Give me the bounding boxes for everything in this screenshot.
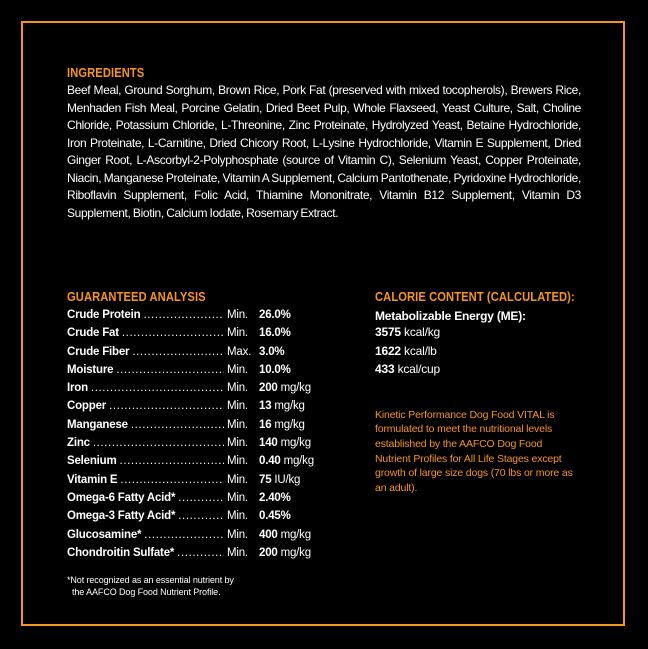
nutrient-unit: mg/kg xyxy=(283,455,314,468)
nutrient-name xyxy=(67,364,227,376)
nutrient-unit: IU/kg xyxy=(274,473,301,486)
nutrient-name xyxy=(67,529,227,541)
analysis-row xyxy=(67,492,337,510)
nutrient-qualifier: Min. xyxy=(227,528,248,541)
nutrient-name xyxy=(67,492,227,504)
nutrient-name xyxy=(67,437,227,449)
nutrient-amount: 140 xyxy=(259,437,278,450)
nutrient-value xyxy=(259,455,314,467)
nutrient-qualifier: Min. xyxy=(227,437,248,450)
nutrient-value xyxy=(259,529,311,541)
nutrient-unit: mg/kg xyxy=(280,546,311,559)
nutrient-label: Moisture xyxy=(67,363,114,376)
nutrient-value xyxy=(259,346,284,358)
nutrient-label: Manganese xyxy=(67,418,128,431)
leader-dots xyxy=(131,419,224,431)
nutrient-label: Zinc xyxy=(67,437,90,450)
nutrient-qualifier: Min. xyxy=(227,473,248,486)
nutrient-qualifier: Min. xyxy=(227,327,248,340)
footnote-line-2: the AAFCO Dog Food Nutrient Profile. xyxy=(72,587,221,598)
nutrient-amount: 2.40% xyxy=(259,491,291,504)
nutrient-amount: 75 xyxy=(259,473,272,486)
analysis-row xyxy=(67,400,337,418)
nutrient-value xyxy=(259,474,300,486)
nutrient-amount: 10.0% xyxy=(259,363,291,376)
analysis-row xyxy=(67,510,337,528)
leader-dots xyxy=(91,382,224,394)
calorie-content-section xyxy=(375,289,605,496)
nutrient-name xyxy=(67,346,227,358)
calorie-unit: kcal/lb xyxy=(404,343,437,358)
analysis-row xyxy=(67,327,337,345)
nutrient-label: Crude Protein xyxy=(67,309,141,321)
nutrient-value xyxy=(259,364,291,376)
nutrient-value xyxy=(259,327,291,339)
ingredients-title: INGREDIENTS xyxy=(67,65,145,80)
analysis-footnote xyxy=(67,574,337,598)
nutrient-unit: mg/kg xyxy=(280,437,311,450)
leader-dots xyxy=(109,400,224,412)
nutrient-label: Iron xyxy=(67,382,88,395)
nutrient-qualifier: Min. xyxy=(227,400,248,413)
calorie-content-title: CALORIE CONTENT (CALCULATED): xyxy=(375,289,575,304)
calorie-line xyxy=(375,360,605,379)
nutrient-value xyxy=(259,510,291,522)
nutrient-qualifier: Max. xyxy=(227,345,252,358)
nutrient-amount: 16.0% xyxy=(259,327,291,340)
nutrient-name xyxy=(67,327,227,339)
leader-dots xyxy=(120,474,224,486)
nutrient-name xyxy=(67,474,227,486)
leader-dots xyxy=(132,346,224,358)
analysis-row xyxy=(67,529,337,547)
nutrient-amount: 16 xyxy=(259,418,272,431)
analysis-row xyxy=(67,474,337,492)
nutrient-amount: 3.0% xyxy=(259,345,285,358)
leader-dots xyxy=(178,492,224,504)
nutrient-qualifier: Min. xyxy=(227,382,248,395)
nutrient-name xyxy=(67,510,227,522)
nutrient-name xyxy=(67,455,227,467)
analysis-table xyxy=(67,309,337,565)
nutrient-amount: 200 xyxy=(259,546,278,559)
guaranteed-analysis-title: GUARANTEED ANALYSIS xyxy=(67,289,206,304)
nutrient-value xyxy=(259,419,305,431)
nutrient-label: Copper xyxy=(67,400,107,413)
nutrient-unit: mg/kg xyxy=(274,400,305,413)
metabolizable-energy-label: Metabolizable Energy (ME): xyxy=(375,309,526,323)
nutrient-name xyxy=(67,547,227,559)
leader-dots xyxy=(93,437,224,449)
calorie-amount: 3575 xyxy=(375,325,401,339)
nutrient-value xyxy=(259,309,291,321)
nutrient-amount: 26.0% xyxy=(259,309,291,321)
nutrient-qualifier: Min. xyxy=(227,309,248,321)
analysis-row xyxy=(67,382,337,400)
nutrient-label: Glucosamine* xyxy=(67,528,142,541)
nutrient-qualifier: Min. xyxy=(227,491,248,504)
calorie-line xyxy=(375,342,605,361)
nutrient-label: Vitamin E xyxy=(67,473,118,486)
calorie-amount: 433 xyxy=(375,362,395,376)
nutrient-amount: 0.45% xyxy=(259,510,291,523)
nutrient-value xyxy=(259,382,311,394)
calorie-line xyxy=(375,323,605,342)
nutrient-value xyxy=(259,400,305,412)
aafco-statement: Kinetic Performance Dog Food VITAL is formulated to meet the nutritional levels established by the AAFCO Dog Food Nutrient Profiles for All Life Stages except growth of large size dogs (70 lbs or more as an adult). xyxy=(375,408,573,495)
footnote-line-1: *Not recognized as an essential nutrient by xyxy=(67,575,234,586)
calorie-unit: kcal/kg xyxy=(404,325,440,339)
nutrient-label: Crude Fiber xyxy=(67,345,130,358)
analysis-row xyxy=(67,455,337,473)
leader-dots xyxy=(143,309,224,321)
nutrient-qualifier: Min. xyxy=(227,363,248,376)
leader-dots xyxy=(122,327,224,339)
nutrient-qualifier: Min. xyxy=(227,418,248,431)
analysis-row xyxy=(67,437,337,455)
nutrient-value xyxy=(259,547,311,559)
ingredients-section xyxy=(67,65,581,222)
ingredients-list: Beef Meal, Ground Sorghum, Brown Rice, Pork Fat (preserved with mixed tocopherols), Brewers Rice, Menhaden Fish Meal, Porcine Gelatin, Dried Beet Pulp, Whole Flaxseed, Yeast Culture, Salt, Choline Chloride, Potassium Chloride, L-Threonine, Zinc Proteinate, Hydrolyzed Yeast, Betaine Hydrochloride, Iron Proteinate, L-Carnitine, Dried Chicory Root, L-Lysine Hydrochloride, Vitamin E Supplement, Dried Ginger Root, L-Ascorbyl-2-Polyphosphate (source of Vitamin C), Selenium Yeast, Copper Proteinate, Niacin, Manganese Proteinate, Vitamin A Supplement, Calcium Pantothenate, Pyridoxine Hydrochloride, Riboflavin Supplement, Folic Acid, Thiamine Mononitrate, Vitamin B12 Supplement, Vitamin D3 Supplement, Biotin, Calcium Iodate, Rosemary Extract. xyxy=(67,83,581,220)
nutrient-unit: mg/kg xyxy=(274,418,305,431)
leader-dots xyxy=(177,547,224,559)
analysis-row xyxy=(67,364,337,382)
calorie-amount: 1622 xyxy=(375,343,401,358)
analysis-row xyxy=(67,346,337,364)
leader-dots xyxy=(144,529,224,541)
nutrient-amount: 400 xyxy=(259,528,278,541)
nutrient-qualifier: Min. xyxy=(227,455,248,468)
nutrient-name xyxy=(67,309,227,321)
nutrient-qualifier: Min. xyxy=(227,510,248,523)
analysis-row xyxy=(67,547,337,565)
nutrient-value xyxy=(259,437,311,449)
nutrient-amount: 13 xyxy=(259,400,272,413)
nutrient-unit: mg/kg xyxy=(280,382,311,395)
nutrient-label: Crude Fat xyxy=(67,327,119,340)
nutrient-name xyxy=(67,419,227,431)
nutrient-label: Selenium xyxy=(67,455,117,468)
leader-dots xyxy=(116,364,224,376)
leader-dots xyxy=(178,510,224,522)
nutrient-name xyxy=(67,400,227,412)
nutrient-amount: 0.40 xyxy=(259,455,281,468)
calorie-unit: kcal/cup xyxy=(397,362,440,376)
nutrient-label: Omega-3 Fatty Acid* xyxy=(67,510,176,523)
nutrient-qualifier: Min. xyxy=(227,546,248,559)
analysis-row xyxy=(67,419,337,437)
nutrient-value xyxy=(259,492,291,504)
guaranteed-analysis-section xyxy=(67,289,337,598)
nutrient-unit: mg/kg xyxy=(280,528,311,541)
leader-dots xyxy=(120,455,224,467)
nutrient-amount: 200 xyxy=(259,382,278,395)
calorie-values xyxy=(375,323,605,379)
nutrient-name xyxy=(67,382,227,394)
nutrient-label: Chondroitin Sulfate* xyxy=(67,546,175,559)
nutrient-label: Omega-6 Fatty Acid* xyxy=(67,491,176,504)
analysis-row xyxy=(67,309,337,327)
